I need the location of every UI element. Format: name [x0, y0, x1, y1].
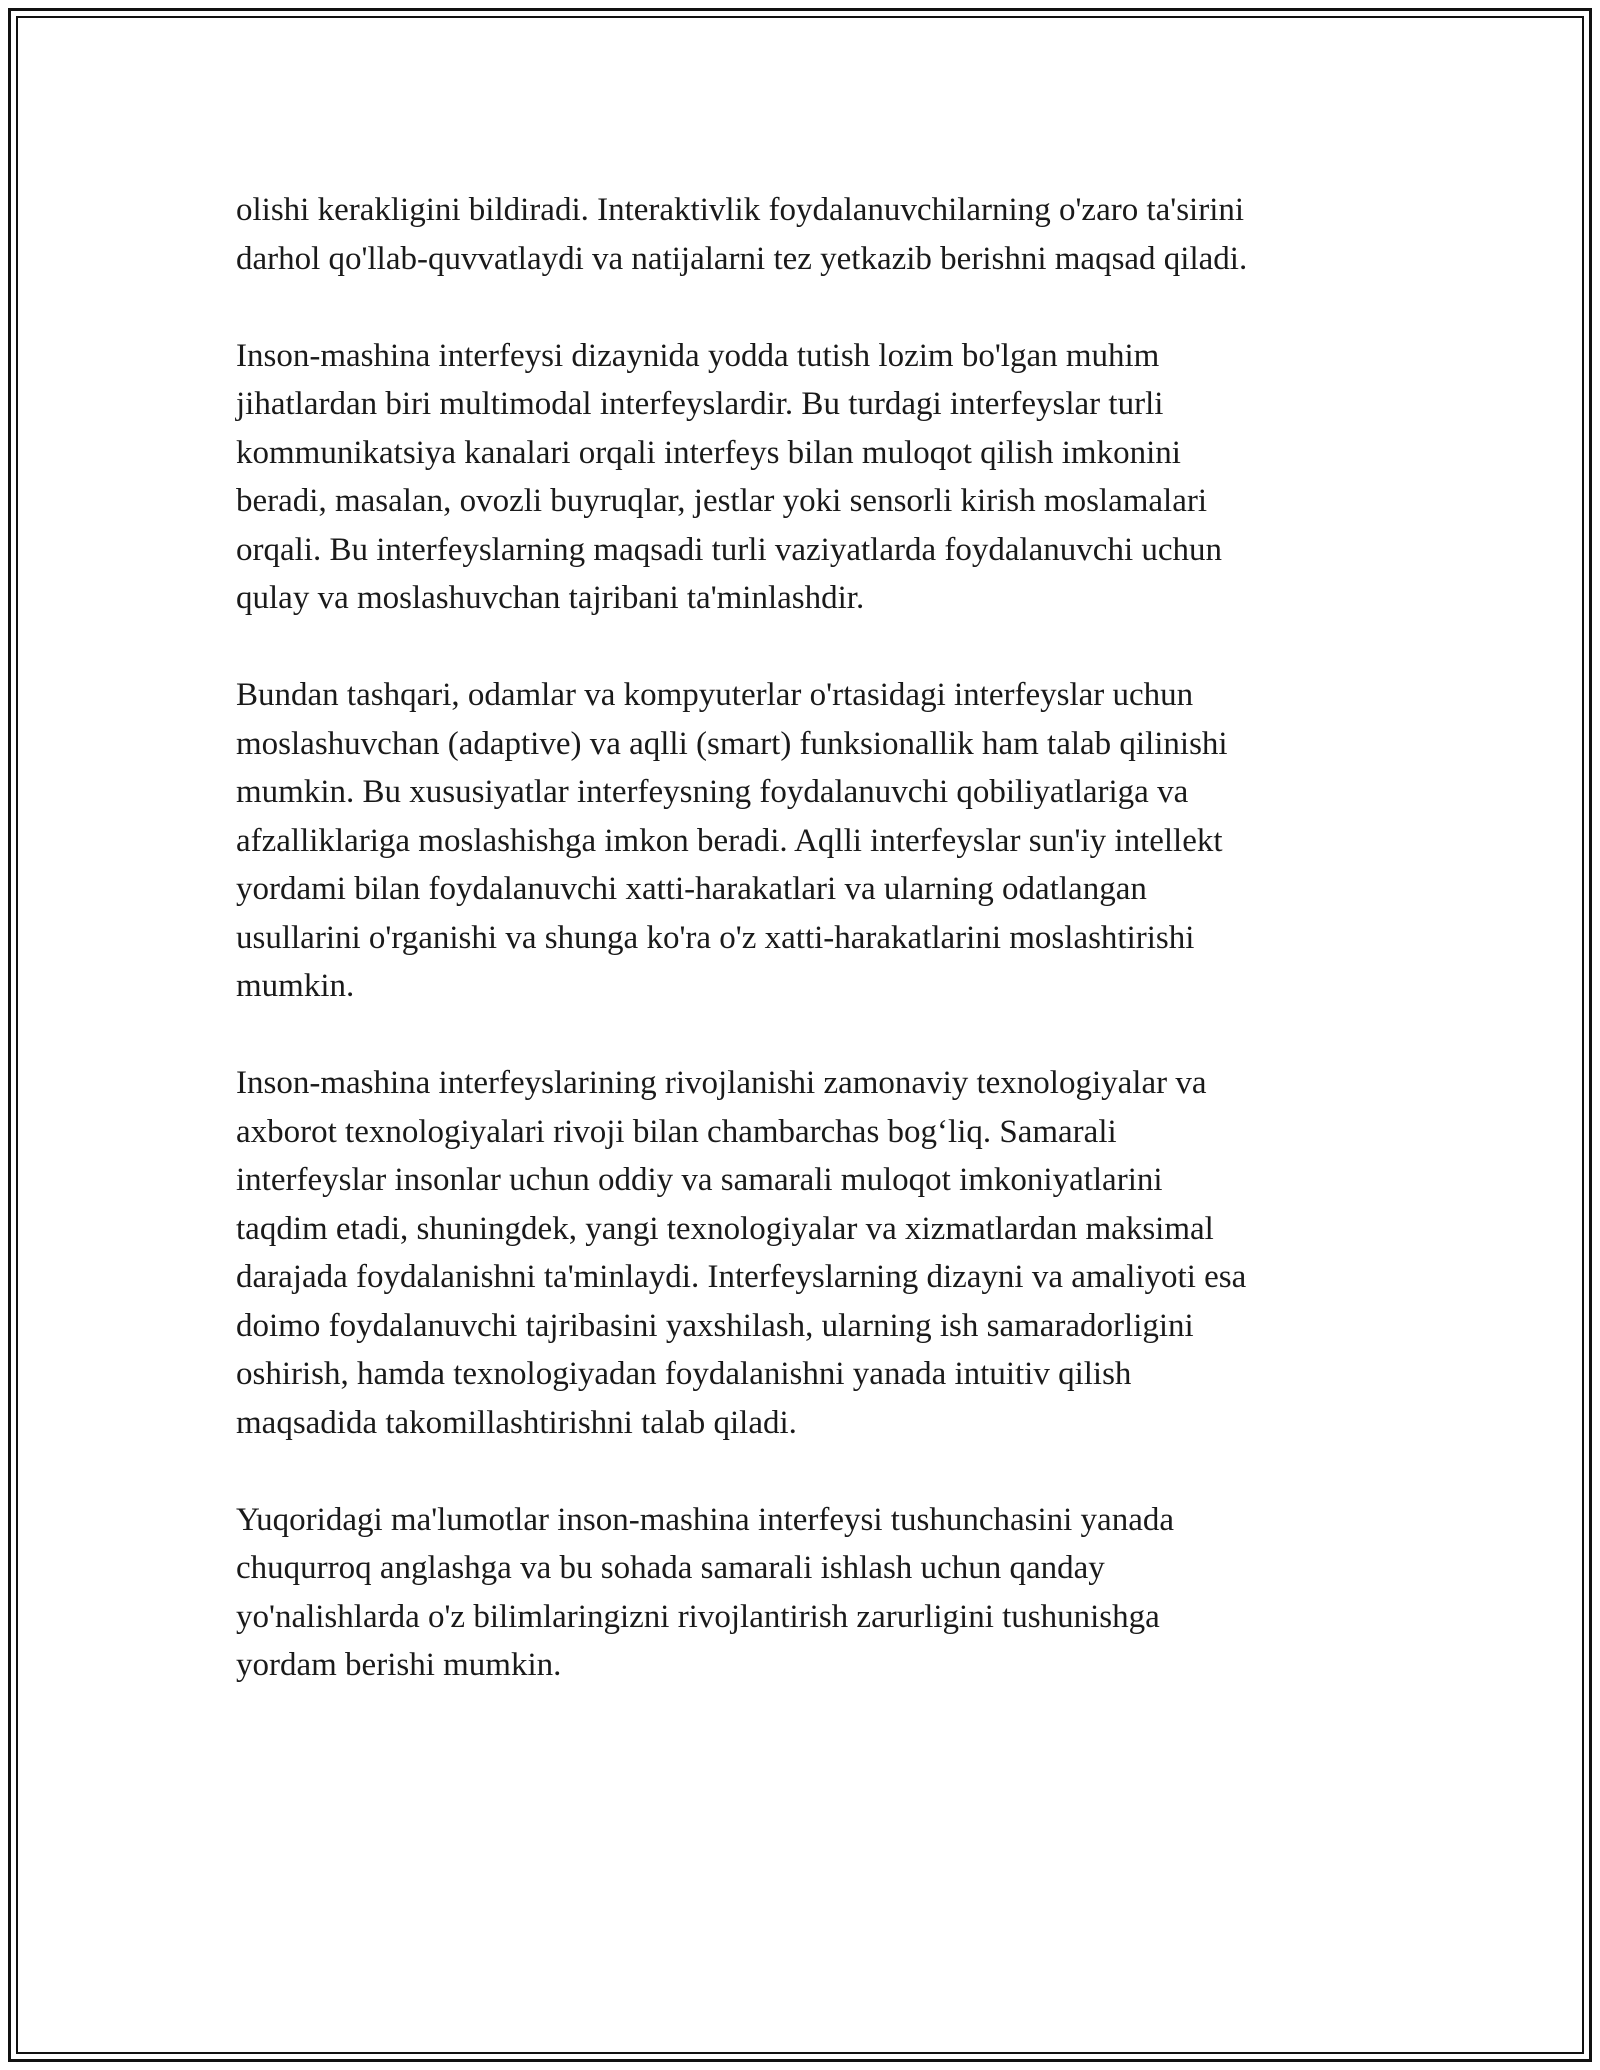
document-body	[236, 186, 1396, 1738]
paragraph-4: Inson-mashina interfeyslarining rivojlanishi zamonaviy texnologiyalar va axborot texnologiyalari rivoji bilan chambarchas bog‘liq. Samarali interfeyslar insonlar uchun oddiy va samarali muloqot imkoniyatlarini taqdim etadi, shuningdek, yangi texnologiyalar va xizmatlardan maksimal darajada foydalanishni ta'minlaydi. Interfeyslarning dizayni va amaliyoti esa doimo foydalanuvchi tajribasini yaxshilash, ularning ish samaradorligini oshirish, hamda texnologiyadan foydalanishni yanada intuitiv qilish maqsadida takomillashtirishni talab qiladi.	[236, 1065, 1247, 1441]
paragraph-5: Yuqoridagi ma'lumotlar inson-mashina interfeysi tushunchasini yanada chuqurroq anglashga va bu sohada samarali ishlash uchun qanday yo'nalishlarda o'z bilimlaringizni rivojlantirish zarurligini tushunishga yordam berishi mumkin.	[236, 1501, 1174, 1683]
paragraph-2: Inson-mashina interfeysi dizaynida yodda tutish lozim bo'lgan muhim jihatlardan biri multimodal interfeyslardir. Bu turdagi interfeyslar turli kommunikatsiya kanalari orqali interfeys bilan muloqot qilish imkonini beradi, masalan, ovozli buyruqlar, jestlar yoki sensorli kirish moslamalari orqali. Bu interfeyslarning maqsadi turli vaziyatlarda foydalanuvchi uchun qulay va moslashuvchan tajribani ta'minlashdir.	[236, 337, 1223, 616]
paragraph-1: olishi kerakligini bildiradi. Interaktivlik foydalanuvchilarning o'zaro ta'sirini darhol qo'llab-quvvatlaydi va natijalarni tez yetkazib berishni maqsad qiladi.	[236, 192, 1248, 277]
paragraph-3: Bundan tashqari, odamlar va kompyuterlar o'rtasidagi interfeyslar uchun moslashuvchan (adaptive) va aqlli (smart) funksionallik ham talab qilinishi mumkin. Bu xususiyatlar interfeysning foydalanuvchi qobiliyatlariga va afzalliklariga moslashishga imkon beradi. Aqlli interfeyslar sun'iy intellekt yordami bilan foydalanuvchi xatti-harakatlari va ularning odatlangan usullarini o'rganishi va shunga ko'ra o'z xatti-harakatlarini moslashtirishi mumkin.	[236, 677, 1228, 1004]
